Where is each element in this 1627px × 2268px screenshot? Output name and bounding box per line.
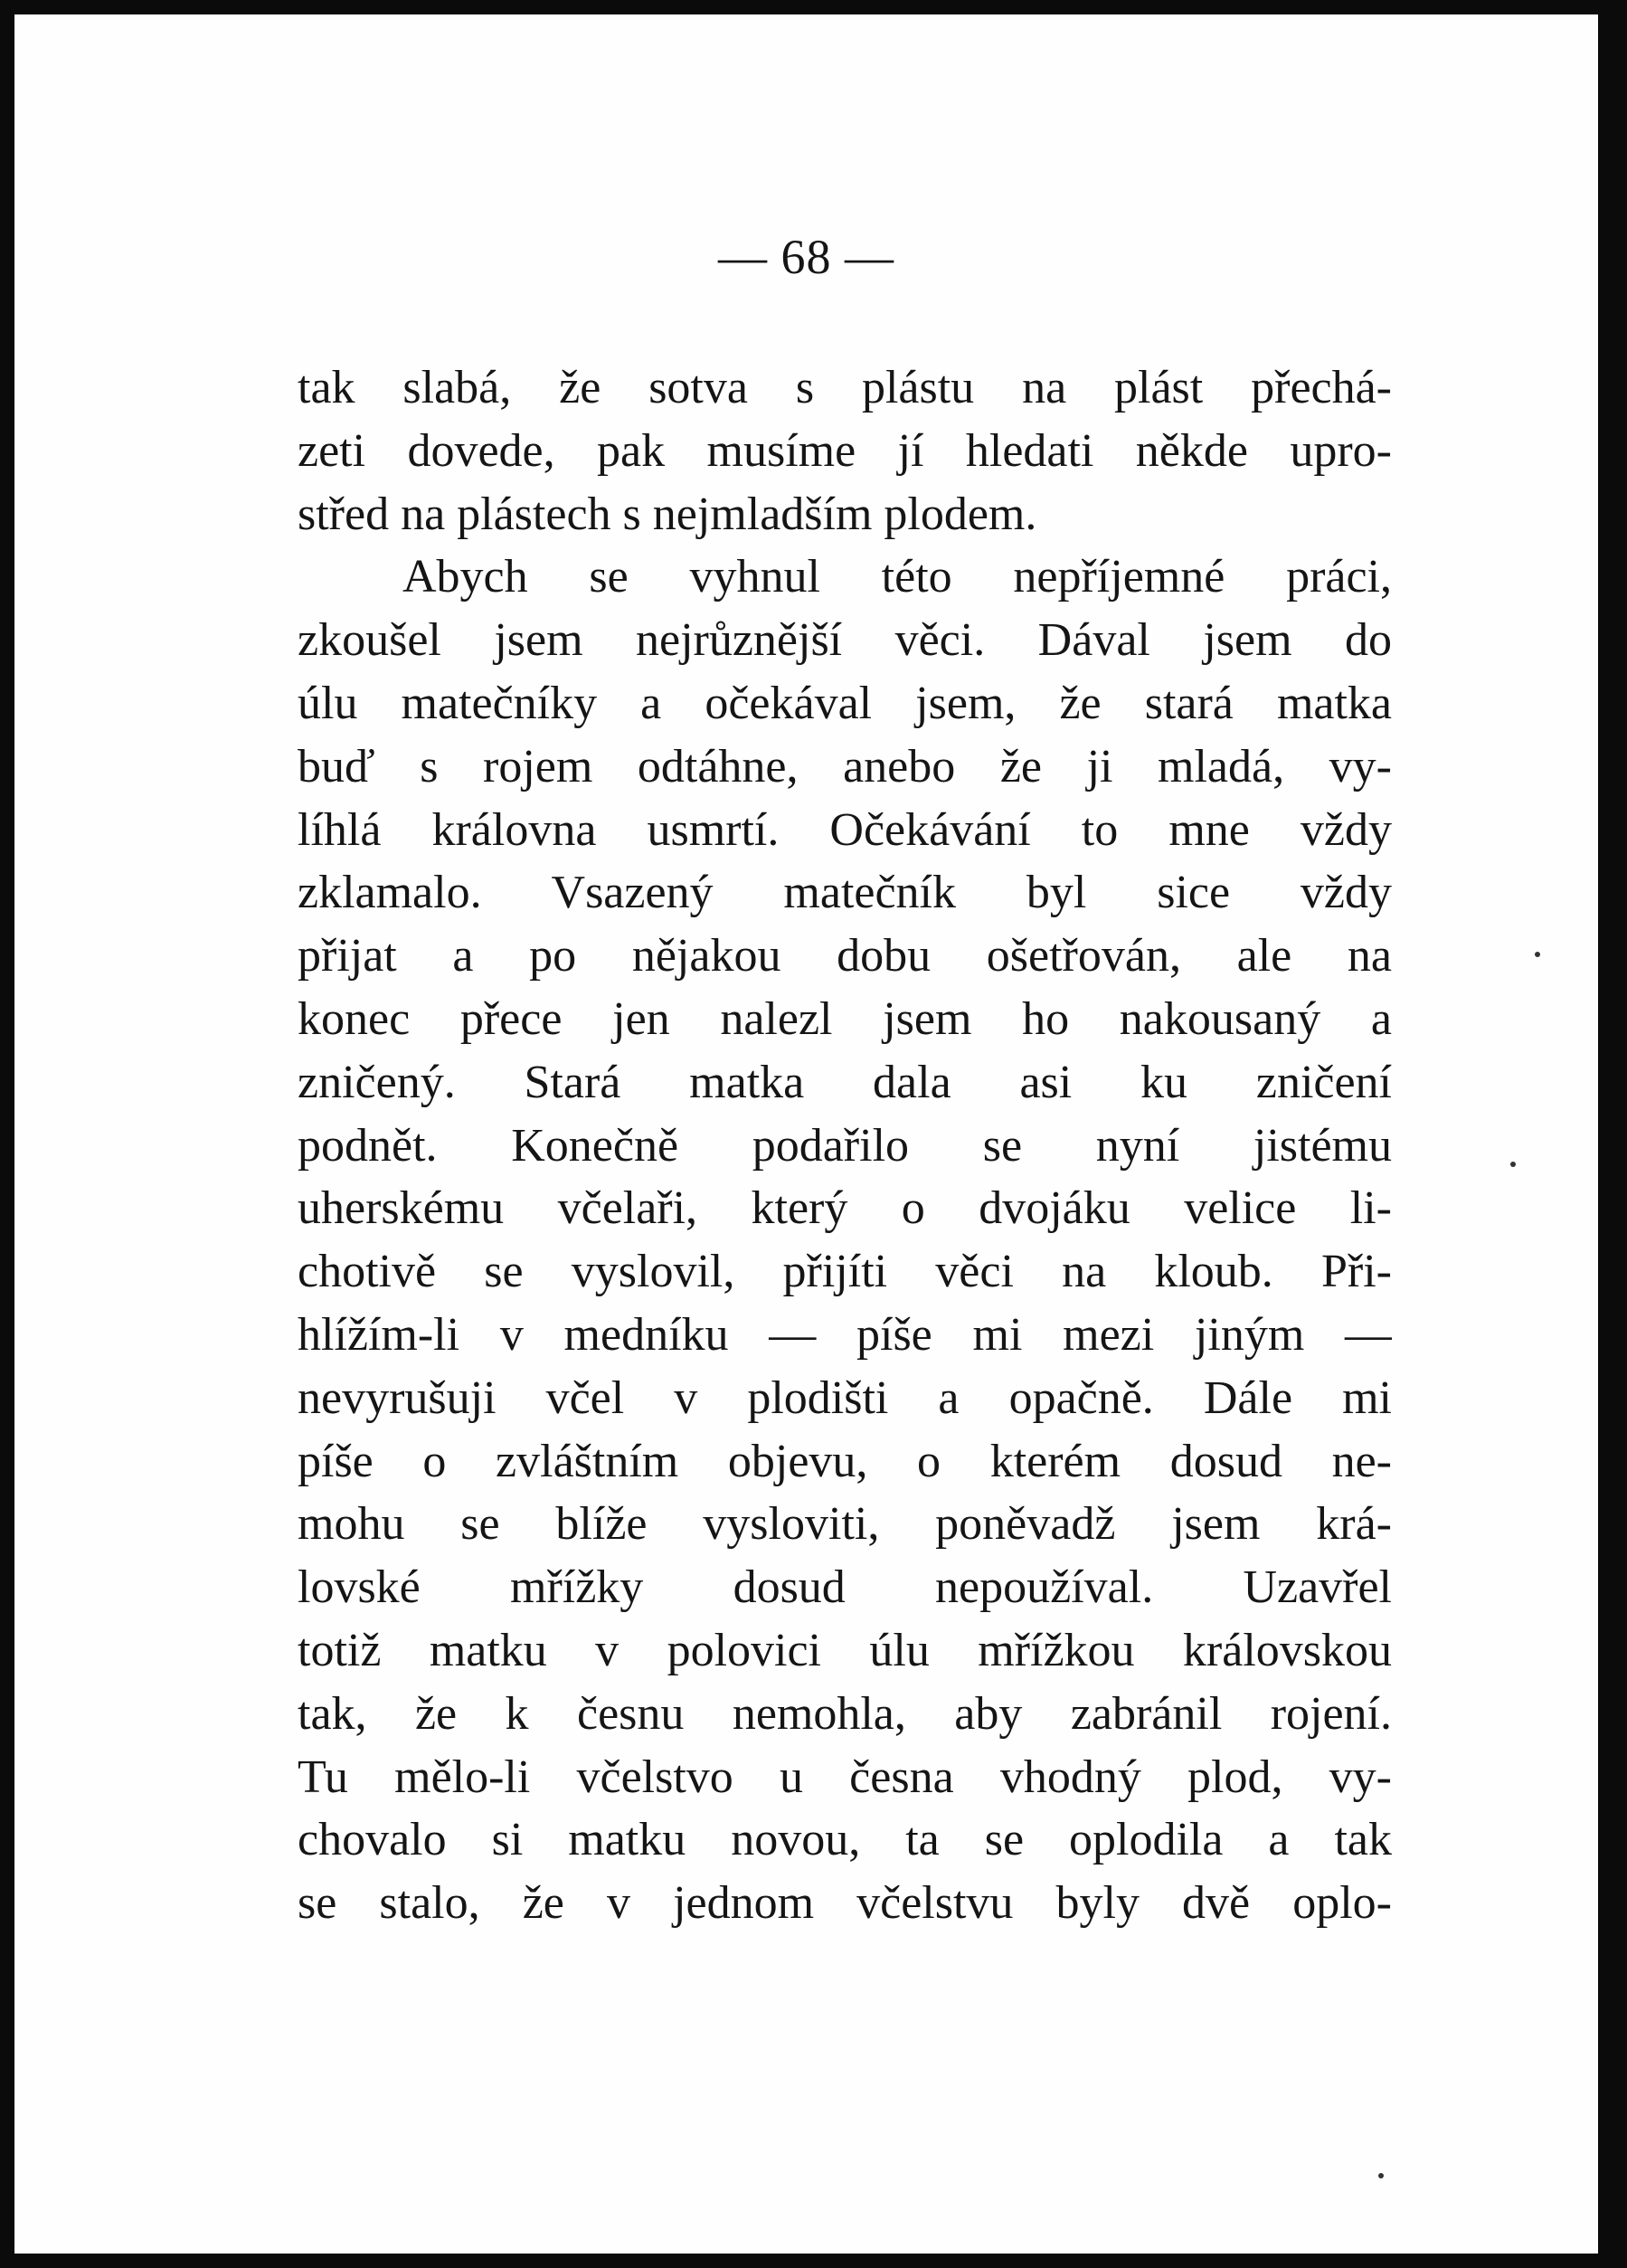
text-line: zeti dovede, pak musíme jí hledati někde upro- [298, 424, 1392, 477]
text-line: tak, že k česnu nemohla, aby zabránil rojení. [298, 1687, 1392, 1740]
body-text [298, 356, 1392, 1935]
text-line: konec přece jen nalezl jsem ho nakousaný a [298, 992, 1392, 1045]
text-line: nevyrušuji včel v plodišti a opačně. Dále mi [298, 1371, 1392, 1424]
text-line: hlížím-li v medníku — píše mi mezi jiným — [298, 1308, 1392, 1361]
text-line: tak slabá, že sotva s plástu na plást přechá- [298, 362, 1392, 413]
text-line: totiž matku v polovici úlu mřížkou královskou [298, 1624, 1392, 1676]
text-line: přijat a po nějakou dobu ošetřován, ale na [298, 930, 1392, 982]
text-line: chotivě se vyslovil, přijíti věci na kloub. Při- [298, 1246, 1392, 1298]
text-line: zničený. Stará matka dala asi ku zničení [298, 1056, 1392, 1108]
text-line: buď s rojem odtáhne, anebo že ji mladá, vy- [298, 740, 1392, 792]
dust-speck [1535, 952, 1540, 957]
text-line: chovalo si matku novou, ta se oplodila a tak [298, 1814, 1392, 1866]
text-line: úlu matečníky a očekával jsem, že stará matka [298, 677, 1392, 729]
page-number: — 68 — [718, 230, 894, 284]
dust-speck [1378, 2173, 1384, 2178]
text-line: mohu se blíže vysloviti, poněvadž jsem krá- [298, 1498, 1392, 1551]
dust-speck [1510, 1162, 1516, 1167]
text-line: lovské mřížky dosud nepoužíval. Uzavřel [298, 1561, 1392, 1614]
book-page [14, 14, 1598, 2254]
text-line: zkoušel jsem nejrůznější věci. Dával jsem do [298, 614, 1392, 667]
text-line: střed na plástech s nejmladším plodem. [298, 488, 1037, 540]
text-line: uherskému včelaři, který o dvojáku velice li- [298, 1182, 1392, 1235]
text-line: podnět. Konečně podařilo se nyní jistému [298, 1119, 1392, 1172]
text-line: Tu mělo-li včelstvo u česna vhodný plod, vy- [298, 1751, 1392, 1803]
text-line: Abych se vyhnul této nepříjemné práci, [402, 551, 1392, 603]
text-line: píše o zvláštním objevu, o kterém dosud ne- [298, 1435, 1392, 1487]
text-line: líhlá královna usmrtí. Očekávání to mne vždy [298, 803, 1392, 856]
text-line: se stalo, že v jednom včelstvu byly dvě oplo- [298, 1877, 1392, 1930]
text-line: zklamalo. Vsazený matečník byl sice vždy [298, 867, 1392, 919]
